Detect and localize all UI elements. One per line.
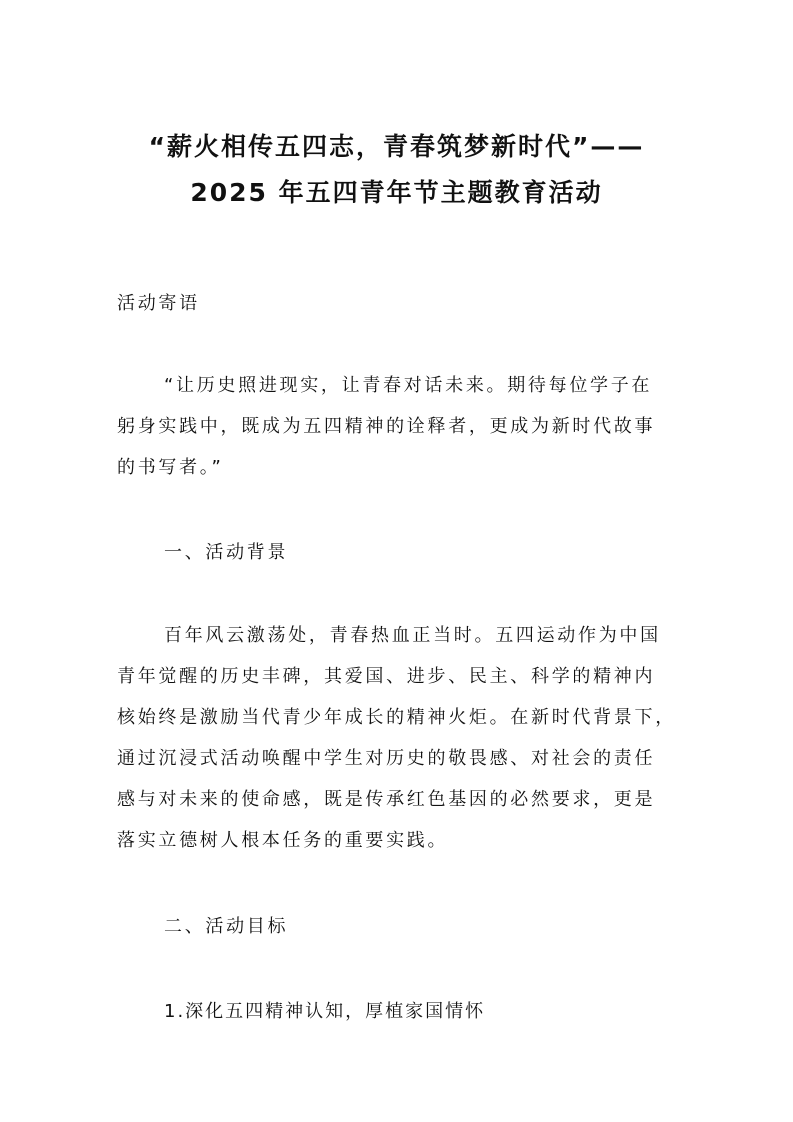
message-line: 的书写者。” [117, 457, 224, 478]
title-line-2: 2025 年五四青年节主题教育活动 [190, 178, 603, 207]
section2-item-1: 1.深化五四精神认知，厚植家国情怀 [164, 1001, 486, 1022]
paragraph-line: 落实立德树人根本任务的重要实践。 [117, 830, 449, 851]
message-line: 躬身实践中，既成为五四精神的诠释者，更成为新时代故事 [117, 416, 656, 437]
paragraph-line: 核始终是激励当代青少年成长的精神火炬。在新时代背景下， [117, 707, 676, 728]
paragraph-line: 感与对未来的使命感，既是传承红色基因的必然要求，更是 [117, 789, 656, 810]
section2-heading: 二、活动目标 [164, 916, 289, 937]
paragraph-line: 通过沉浸式活动唤醒中学生对历史的敬畏感、对社会的责任 [117, 748, 656, 769]
title-line-1: “薪火相传五四志，青春筑梦新时代”—— [148, 132, 645, 161]
message-line: “让历史照进现实，让青春对话未来。期待每位学子在 [164, 375, 653, 396]
paragraph-line: 青年觉醒的历史丰碑，其爱国、进步、民主、科学的精神内 [117, 666, 656, 687]
message-heading: 活动寄语 [117, 293, 200, 314]
paragraph-line: 百年风云激荡处，青春热血正当时。五四运动作为中国 [164, 625, 661, 646]
section1-heading: 一、活动背景 [164, 542, 289, 563]
